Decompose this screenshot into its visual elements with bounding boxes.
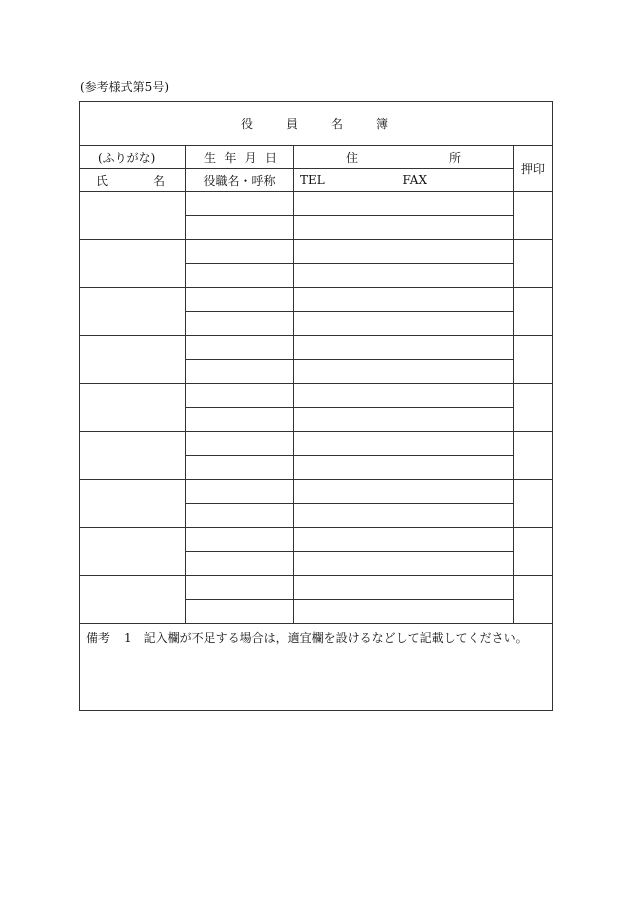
header-birth-char: 日 (264, 150, 277, 165)
entry-role-cell[interactable] (186, 552, 294, 576)
entry-role-cell[interactable] (186, 408, 294, 432)
entry-birthdate-cell[interactable] (186, 336, 294, 360)
entry-address-cell[interactable] (294, 432, 514, 456)
entry-address-cell[interactable] (294, 288, 514, 312)
entry-tel-fax-cell[interactable] (294, 216, 514, 240)
entry-seal-cell[interactable] (514, 288, 553, 336)
entry-role-cell[interactable] (186, 600, 294, 624)
form-reference-label: (参考様式第5号) (80, 80, 169, 94)
header-birth-char: 年 (224, 150, 237, 165)
header-birthdate (186, 146, 294, 169)
officer-roster-table (79, 101, 553, 711)
entry-address-cell[interactable] (294, 192, 514, 216)
entry-birthdate-cell[interactable] (186, 384, 294, 408)
entry-birthdate-cell[interactable] (186, 432, 294, 456)
entry-row (80, 528, 553, 552)
entry-seal-cell[interactable] (514, 528, 553, 576)
entry-role-cell[interactable] (186, 456, 294, 480)
header-furigana-text: (ふりがな) (98, 150, 156, 165)
entry-name-cell[interactable] (80, 384, 186, 432)
entry-seal-cell[interactable] (514, 432, 553, 480)
entry-name-cell[interactable] (80, 528, 186, 576)
entry-birthdate-cell[interactable] (186, 240, 294, 264)
entry-tel-fax-cell[interactable] (294, 360, 514, 384)
header-row-1 (80, 146, 553, 169)
header-tel: TEL (300, 173, 325, 187)
entry-name-cell[interactable] (80, 288, 186, 336)
header-name-right: 名 (152, 173, 165, 188)
entry-address-cell[interactable] (294, 480, 514, 504)
entry-seal-cell[interactable] (514, 576, 553, 624)
entry-row (80, 288, 553, 312)
entry-birthdate-cell[interactable] (186, 480, 294, 504)
entry-birthdate-cell[interactable] (186, 288, 294, 312)
entry-seal-cell[interactable] (514, 240, 553, 288)
remarks-label: 備考 (86, 631, 111, 645)
entry-address-cell[interactable] (294, 528, 514, 552)
entry-row (80, 576, 553, 600)
header-birth-char: 月 (244, 150, 257, 165)
header-address (294, 146, 514, 169)
header-row-2 (80, 169, 553, 192)
entry-role-cell[interactable] (186, 216, 294, 240)
header-fax: FAX (402, 173, 427, 187)
entry-tel-fax-cell[interactable] (294, 408, 514, 432)
header-seal: 押印 (514, 146, 553, 192)
entry-name-cell[interactable] (80, 480, 186, 528)
header-name (80, 169, 186, 192)
entry-seal-cell[interactable] (514, 480, 553, 528)
entry-tel-fax-cell[interactable] (294, 312, 514, 336)
entry-name-cell[interactable] (80, 432, 186, 480)
remarks-row (80, 624, 553, 711)
entry-name-cell[interactable] (80, 240, 186, 288)
entry-row (80, 384, 553, 408)
entry-name-cell[interactable] (80, 336, 186, 384)
header-furigana (80, 146, 186, 169)
entry-seal-cell[interactable] (514, 336, 553, 384)
header-address-left: 住 (346, 150, 359, 165)
entry-row (80, 240, 553, 264)
header-role: 役職名・呼称 (186, 169, 294, 192)
entry-address-cell[interactable] (294, 384, 514, 408)
entry-address-cell[interactable] (294, 336, 514, 360)
remarks-text: 記入欄が不足する場合は，適宜欄を設けるなどして記載してください。 (143, 631, 528, 645)
header-tel-fax (294, 169, 514, 192)
entry-address-cell[interactable] (294, 240, 514, 264)
entry-tel-fax-cell[interactable] (294, 552, 514, 576)
entry-tel-fax-cell[interactable] (294, 456, 514, 480)
header-birth-char: 生 (204, 150, 217, 165)
remarks-number: 1 (124, 631, 132, 645)
entry-birthdate-cell[interactable] (186, 528, 294, 552)
entry-row (80, 336, 553, 360)
entry-role-cell[interactable] (186, 312, 294, 336)
entry-address-cell[interactable] (294, 576, 514, 600)
entry-birthdate-cell[interactable] (186, 192, 294, 216)
entry-row (80, 432, 553, 456)
entry-name-cell[interactable] (80, 576, 186, 624)
title-row (80, 102, 553, 146)
entry-row (80, 192, 553, 216)
entry-role-cell[interactable] (186, 360, 294, 384)
entry-row (80, 480, 553, 504)
entry-tel-fax-cell[interactable] (294, 504, 514, 528)
header-name-left: 氏 (96, 173, 109, 188)
entry-seal-cell[interactable] (514, 384, 553, 432)
entry-tel-fax-cell[interactable] (294, 600, 514, 624)
entry-tel-fax-cell[interactable] (294, 264, 514, 288)
entry-name-cell[interactable] (80, 192, 186, 240)
entry-seal-cell[interactable] (514, 192, 553, 240)
page-title: 役 員 名 簿 (80, 102, 553, 146)
header-address-right: 所 (448, 150, 461, 165)
remarks-cell (80, 624, 553, 711)
entry-role-cell[interactable] (186, 264, 294, 288)
entry-role-cell[interactable] (186, 504, 294, 528)
entry-birthdate-cell[interactable] (186, 576, 294, 600)
